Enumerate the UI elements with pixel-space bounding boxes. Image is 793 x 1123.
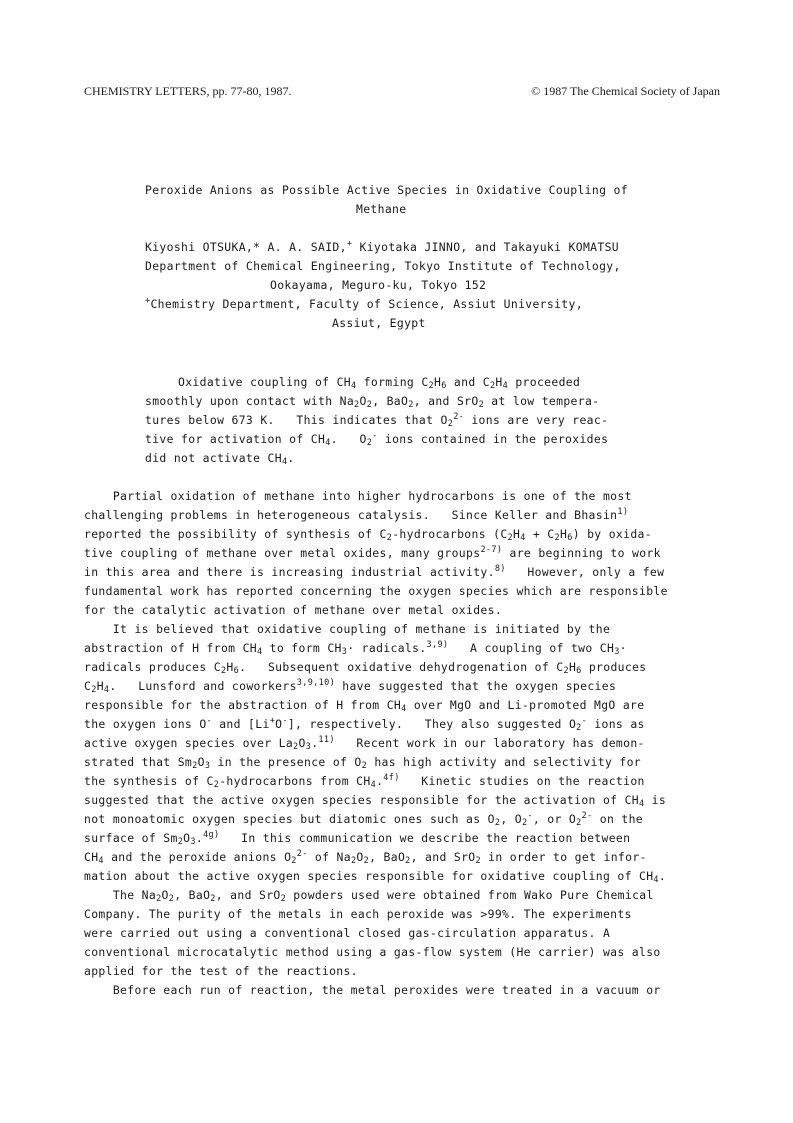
body-line: reported the possibility of synthesis of $C_2$-hydrocarbons $(C_2H_4 + C_2H_6)$ by oxida- [84, 527, 652, 543]
running-header [84, 84, 720, 100]
body-line: abstraction of H from $CH_4$ to form $CH_3\cdot$ radicals.$^{3,9)}$ A coupling of two $CH_3\cdot$ [84, 640, 627, 657]
body-line: challenging problems in heterogeneous catalysis. Since Keller and Bhasin$^{1)}$ [84, 507, 629, 522]
affiliation-1-line-1: Department of Chemical Engineering, Tokyo Institute of Technology, [145, 259, 621, 273]
paper-title-line-2: Methane [356, 202, 407, 216]
affiliation-2-line-1: +Chemistry Department, Faculty of Science, Assiut University, [145, 296, 583, 311]
abstract-line: Oxidative coupling of $CH_4$ forming $C_2H_6$ and $C_2H_4$ proceeded [178, 375, 581, 391]
body-line: not monoatomic oxygen species but diatomic ones such as $O_2$, $O_2^-$, or $O_2^{2-}$ on the [84, 811, 643, 828]
abstract-line: tive for activation of $CH_4$. $O_2^-$ ions contained in the peroxides [145, 431, 609, 448]
body-line: suggested that the active oxygen species responsible for the activation of $CH_4$ is [84, 793, 667, 809]
body-line: the synthesis of $C_2$-hydrocarbons from $CH_4.^{4f)}$ Kinetic studies on the reaction [84, 773, 645, 790]
body-line: mation about the active oxygen species responsible for oxidative coupling of $CH_4$. [84, 869, 667, 885]
body-line: $CH_4$ and the peroxide anions $O_2^{2-}$ of $Na_2O_2$, BaO$_2$, and SrO$_2$ in order to get infor- [84, 849, 647, 866]
abstract-line: tures below 673 K. This indicates that $O_2^{2-}$ ions are very reac- [145, 412, 609, 429]
abstract-line: smoothly upon contact with $Na_2O_2$, BaO$_2$, and SrO$_2$ at low tempera- [145, 394, 600, 410]
body-line: strated that $Sm_2O_3$ in the presence of $O_2$ has high activity and selectivity for [84, 755, 642, 771]
body-line: for the catalytic activation of methane over metal oxides. [84, 603, 503, 617]
paper-title-line-1: Peroxide Anions as Possible Active Species in Oxidative Coupling of [145, 183, 628, 197]
body-line: tive coupling of methane over metal oxides, many groups$^{2-7)}$ are beginning to work [84, 545, 661, 560]
copyright-notice: © 1987 The Chemical Society of Japan [531, 84, 720, 98]
abstract-line: did not activate $CH_4$. [145, 451, 295, 467]
body-line: radicals produces $C_2H_6$. Subsequent oxidative dehydrogenation of $C_2H_6$ produces [84, 660, 647, 676]
body-line: Partial oxidation of methane into higher hydrocarbons is one of the most [84, 489, 632, 503]
body-line: conventional microcatalytic method using a gas-flow system (He carrier) was also [84, 945, 661, 959]
affiliation-2-line-2: Assiut, Egypt [332, 316, 426, 330]
body-line: the oxygen ions O- and [Li+O-], respectively. They also suggested $O_2^-$ ions as [84, 716, 645, 733]
journal-citation: CHEMISTRY LETTERS, pp. 77-80, 1987. [84, 84, 292, 98]
body-line: It is believed that oxidative coupling of methane is initiated by the [84, 622, 611, 636]
body-line: in this area and there is increasing industrial activity.$^{8)}$ However, only a few [84, 564, 665, 579]
body-line: Before each run of reaction, the metal peroxides were treated in a vacuum or [84, 983, 661, 997]
body-line: $C_2H_4$. Lunsford and coworkers$^{3,9,10)}$ have suggested that the oxygen species [84, 678, 617, 695]
author-list: Kiyoshi OTSUKA,* A. A. SAID,+ Kiyotaka JINNO, and Takayuki KOMATSU [145, 239, 619, 254]
body-line: active oxygen species over $La_2O_3.^{11)}$ Recent work in our laboratory has demon- [84, 735, 645, 752]
body-line: were carried out using a conventional closed gas-circulation apparatus. A [84, 926, 611, 940]
affiliation-1-line-2: Ookayama, Meguro-ku, Tokyo 152 [270, 278, 487, 292]
body-line: fundamental work has reported concerning the oxygen species which are responsible [84, 584, 668, 598]
body-line: surface of $Sm_2O_3.^{4g)}$ In this communication we describe the reaction between [84, 830, 631, 847]
body-line: applied for the test of the reactions. [84, 964, 358, 978]
body-line: Company. The purity of the metals in each peroxide was >99%. The experiments [84, 907, 632, 921]
body-line: The $Na_2O_2$, BaO$_2$, and SrO$_2$ powders used were obtained from Wako Pure Chemical [84, 888, 654, 904]
body-line: responsible for the abstraction of H from $CH_4$ over MgO and Li-promoted MgO are [84, 698, 645, 714]
